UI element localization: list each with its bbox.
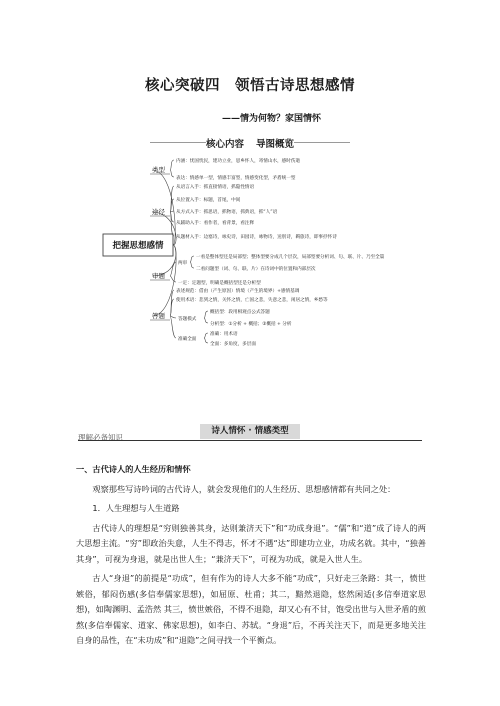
mindmap-item: 从方式入手：抓思语，抓物语，抓典语，抓“人”语 bbox=[176, 210, 278, 215]
mindmap-item: 二看问题型（词、句、联、片）在诗词中的位置和内部层次 bbox=[196, 267, 316, 272]
mindmap-item: 全面：多角度，多层面 bbox=[210, 342, 256, 347]
branch-approach: 途径 bbox=[152, 208, 165, 216]
band-left-label: 理解必备知识 bbox=[78, 433, 123, 442]
band-center-title: 诗人情怀 · 情感类型 bbox=[200, 424, 300, 439]
branch-answer: 答题 bbox=[152, 312, 165, 320]
section-heading-1: 一、古代诗人的人生经历和情怀 bbox=[76, 464, 191, 474]
mindmap-item: 分析型：①分析 + 概括；②概括 + 分析 bbox=[210, 322, 292, 327]
mindmap-sublabel: 答题模式 bbox=[178, 317, 197, 322]
branch-type: 类型 bbox=[152, 166, 165, 174]
mindmap-item: 从语言入手：抓直接情语，抓隐性情语 bbox=[176, 185, 255, 190]
paragraph: 古代诗人的理想是“穷则独善其身，达则兼济天下”和“功成身退”。“儒”和“道”成了诗人的两大思想主流。“穷”即政治失意，人生不得志，怀才不遇“达”即建功立业，功成名就。其中，“独善其身”，可视为身退，就是出世人生；“兼济天下”，可视为功成，就是入世人生。 bbox=[76, 522, 426, 564]
mindmap-item: 从位置入手：标题，首尾，中间 bbox=[176, 198, 241, 203]
core-content-label: 核心内容 bbox=[205, 139, 244, 150]
page-title: 核心突破四 领悟古诗思想感情 bbox=[145, 78, 355, 94]
band-divider bbox=[78, 440, 422, 441]
mindmap-item: 概括型：段用相观点公式答题 bbox=[210, 310, 270, 315]
mindmap-item: 表述规范：借由（产生原因）情境（产生的境界）+感情基调 bbox=[176, 289, 300, 294]
mindmap-item: 一定：定题型，明确是概括型还是分析型 bbox=[178, 281, 261, 286]
subsection-heading: 1．人生理想与人生道路 bbox=[92, 503, 180, 513]
mindmap-item: 使用术语：悲到之情，关怀之情，亡国之悲，失意之悲，闲居之情，乡愁等 bbox=[176, 298, 328, 303]
mindmap-item: 从题材入手：边塞诗，咏史诗，田园诗，咏物诗，送别诗，羁旅诗，即事抒怀诗 bbox=[176, 235, 337, 240]
page-subtitle: ——情为何物？家国情怀 bbox=[222, 114, 322, 124]
mindmap-item: 表达：情感单一型，情感丰富型，情感变化型，矛盾统一型 bbox=[176, 176, 296, 181]
mindmap-item: 从辅助入手：看作者，看背景，看注释 bbox=[176, 221, 255, 226]
overview-label: 导图概览 bbox=[256, 139, 295, 150]
mindmap-item: 一看是整体型还是局部型；整体型要分成几个层次，局部型要分析词、句、联、片、乃至全篇 bbox=[196, 255, 385, 260]
mindmap-item: 内涵：忧国忧民，建功立业，思乡怀人，寄情山水，感时伤逝 bbox=[176, 159, 301, 164]
mindmap-item: 准确：用术语 bbox=[210, 332, 238, 337]
mindmap-sublabel: 两审 bbox=[178, 261, 188, 266]
body-content bbox=[76, 462, 426, 649]
paragraph: 古人“身退”的前提是“功成”，但有作为的诗人大多不能“功成”，只好走三条路：其一，愤世嫉俗，郁闷伤感(多信奉儒家思想)，如屈原、杜甫；其二，黯然退隐，悠然闲适(多信奉道家思想)，如陶渊明、孟浩然 其三，愤世嫉俗，不得不退隐，却又心有不甘，饱受出世与入世矛盾的煎熬(多信奉儒家、道家、佛家思想)，如李白、苏轼。“身退”后，不再关注天下，而是更多地关注自身的品性，在“未功成”和“退隐”之间寻找一个平衡点。 bbox=[76, 573, 426, 645]
mindmap-sublabel: 准确全面 bbox=[178, 337, 197, 342]
mindmap-root: 把握思想感情 bbox=[112, 241, 164, 251]
paragraph: 观察那些写诗吟词的古代诗人，就会发现他们的人生经历、思想感情都有共同之处： bbox=[92, 483, 396, 494]
branch-review: 审题 bbox=[152, 272, 165, 280]
